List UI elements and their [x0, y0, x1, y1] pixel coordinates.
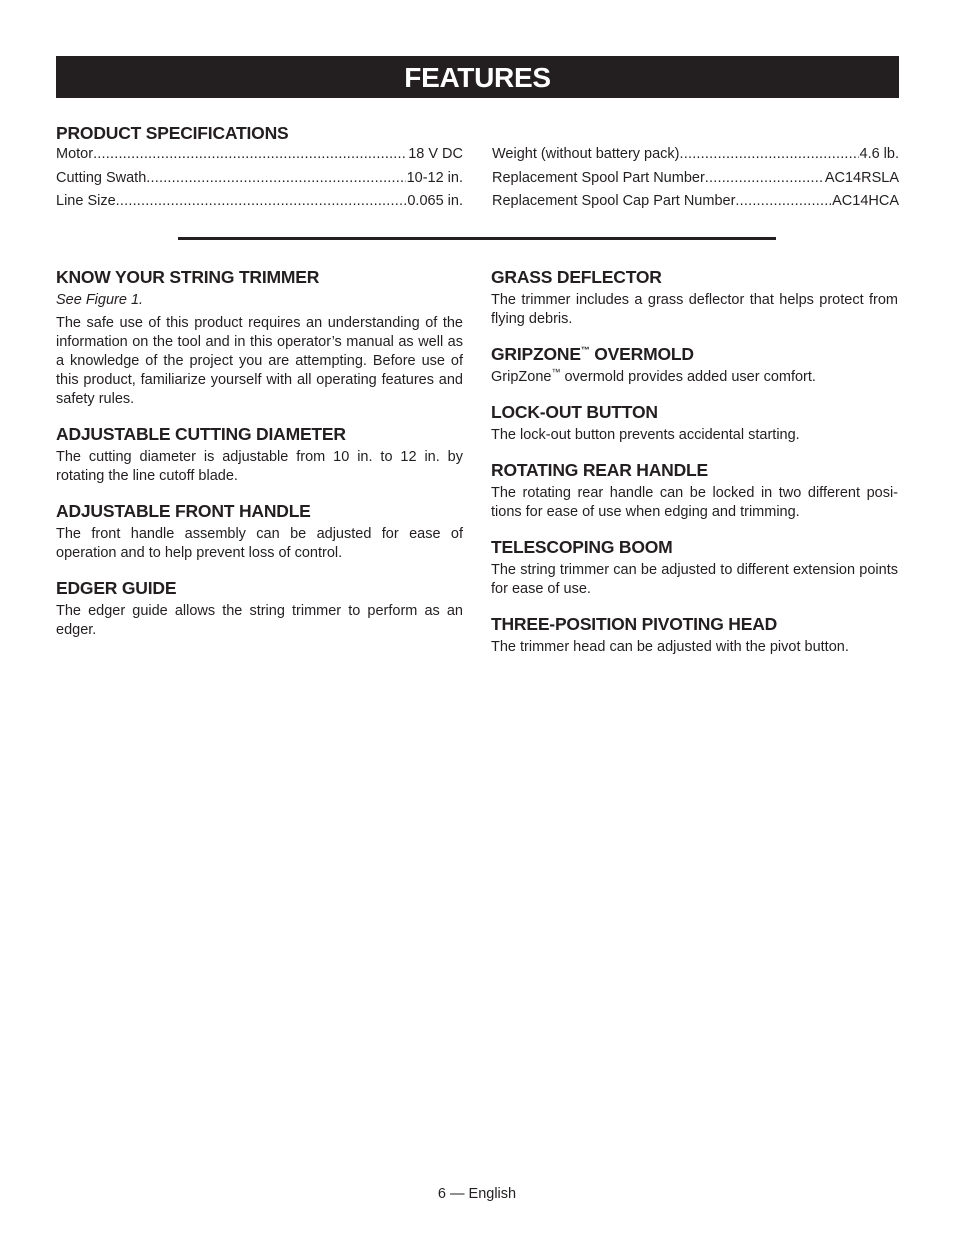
leader-dots — [146, 168, 405, 192]
specifications-left-column — [56, 144, 463, 215]
section-heading: ROTATING REAR HANDLE — [491, 460, 709, 480]
body-text: overmold provides added user comfort. — [560, 369, 816, 385]
section-edger-guide — [56, 577, 463, 640]
section-body: The safe use of this product requires an understanding of the information on the tool and in this operator’s manual as well as a knowledge of the project you are attempting. Before use of this product, familiarize yourself with all operating features and safety rules. — [56, 315, 463, 407]
trademark-symbol: ™ — [580, 345, 590, 356]
heading-text: OVERMOLD — [589, 344, 694, 364]
spec-label: Replacement Spool Cap Part Number — [492, 193, 736, 209]
section-heading: LOCK-OUT BUTTON — [491, 402, 658, 422]
leader-dots — [680, 144, 859, 168]
leader-dots — [116, 191, 407, 215]
spec-label: Replacement Spool Part Number — [492, 169, 705, 186]
spec-label: Line Size — [56, 193, 116, 209]
spec-row-spool-cap-part — [492, 191, 899, 215]
section-heading: ADJUSTABLE FRONT HANDLE — [56, 501, 311, 521]
section-body: The trimmer head can be adjusted with the pivot button. — [491, 639, 849, 655]
section-divider — [178, 237, 776, 240]
page-footer: 6 — English — [437, 1186, 517, 1202]
specifications-right-column — [492, 144, 899, 215]
spec-row-line-size — [56, 191, 463, 215]
section-gripzone-overmold — [491, 343, 898, 387]
spec-value: AC14RSLA — [824, 168, 899, 192]
section-body: The front handle assembly can be adjusted for ease of operation and to help prevent loss of control. — [56, 526, 463, 561]
leader-dots — [705, 168, 824, 192]
section-body: The lock-out button prevents accidental starting. — [491, 427, 800, 443]
features-banner: FEATURES — [56, 56, 899, 98]
spec-label: Cutting Swath — [56, 169, 147, 186]
section-know-your-trimmer — [56, 266, 463, 409]
section-body: The string trimmer can be adjusted to different extension points for ease of use. — [491, 562, 898, 597]
section-body: The cutting diameter is adjustable from 10 in. to 12 in. by rotating the line cutoff blade. — [56, 449, 463, 484]
section-body — [491, 368, 898, 387]
section-rotating-rear-handle — [491, 459, 898, 522]
leader-dots — [93, 144, 407, 168]
section-heading: KNOW YOUR STRING TRIMMER — [56, 267, 320, 287]
section-grass-deflector — [491, 266, 898, 329]
section-body: The edger guide allows the string trimmer to perform as an edger. — [56, 603, 463, 638]
spec-value: 10-12 in. — [406, 168, 463, 192]
section-lockout-button — [491, 401, 898, 445]
leader-dots — [735, 191, 831, 215]
section-pivoting-head — [491, 613, 898, 657]
figure-reference: See Figure 1. — [56, 292, 144, 308]
spec-value: 18 V DC — [407, 144, 463, 168]
section-heading: ADJUSTABLE CUTTING DIAMETER — [56, 424, 346, 444]
trademark-symbol: ™ — [551, 367, 561, 378]
spec-label: Weight (without battery pack) — [492, 146, 680, 162]
section-body: The trimmer includes a grass deflector that helps protect from flying debris. — [491, 292, 898, 327]
spec-row-spool-part — [492, 168, 899, 192]
body-text: GripZone — [491, 369, 552, 385]
section-body: The rotating rear handle can be locked in two different posi- tions for ease of use when edging and trimming. — [491, 485, 898, 520]
spec-value: AC14HCA — [831, 191, 899, 215]
section-heading: THREE-POSITION PIVOTING HEAD — [491, 614, 778, 634]
section-heading: EDGER GUIDE — [56, 578, 177, 598]
section-telescoping-boom — [491, 536, 898, 599]
heading-text: GRIPZONE — [491, 344, 581, 364]
product-specifications-heading: PRODUCT SPECIFICATIONS — [56, 123, 289, 143]
spec-row-cutting-swath — [56, 168, 463, 192]
spec-row-motor — [56, 144, 463, 168]
section-adjustable-front-handle — [56, 500, 463, 563]
features-left-column — [56, 266, 463, 654]
spec-row-weight — [492, 144, 899, 168]
section-adjustable-cutting-diameter — [56, 423, 463, 486]
section-heading: GRASS DEFLECTOR — [491, 267, 662, 287]
features-right-column — [491, 266, 898, 671]
spec-value: 4.6 lb. — [859, 144, 900, 168]
spec-label: Motor — [56, 146, 94, 162]
section-heading: TELESCOPING BOOM — [491, 537, 673, 557]
spec-value: 0.065 in. — [406, 191, 463, 215]
section-heading — [491, 343, 898, 365]
